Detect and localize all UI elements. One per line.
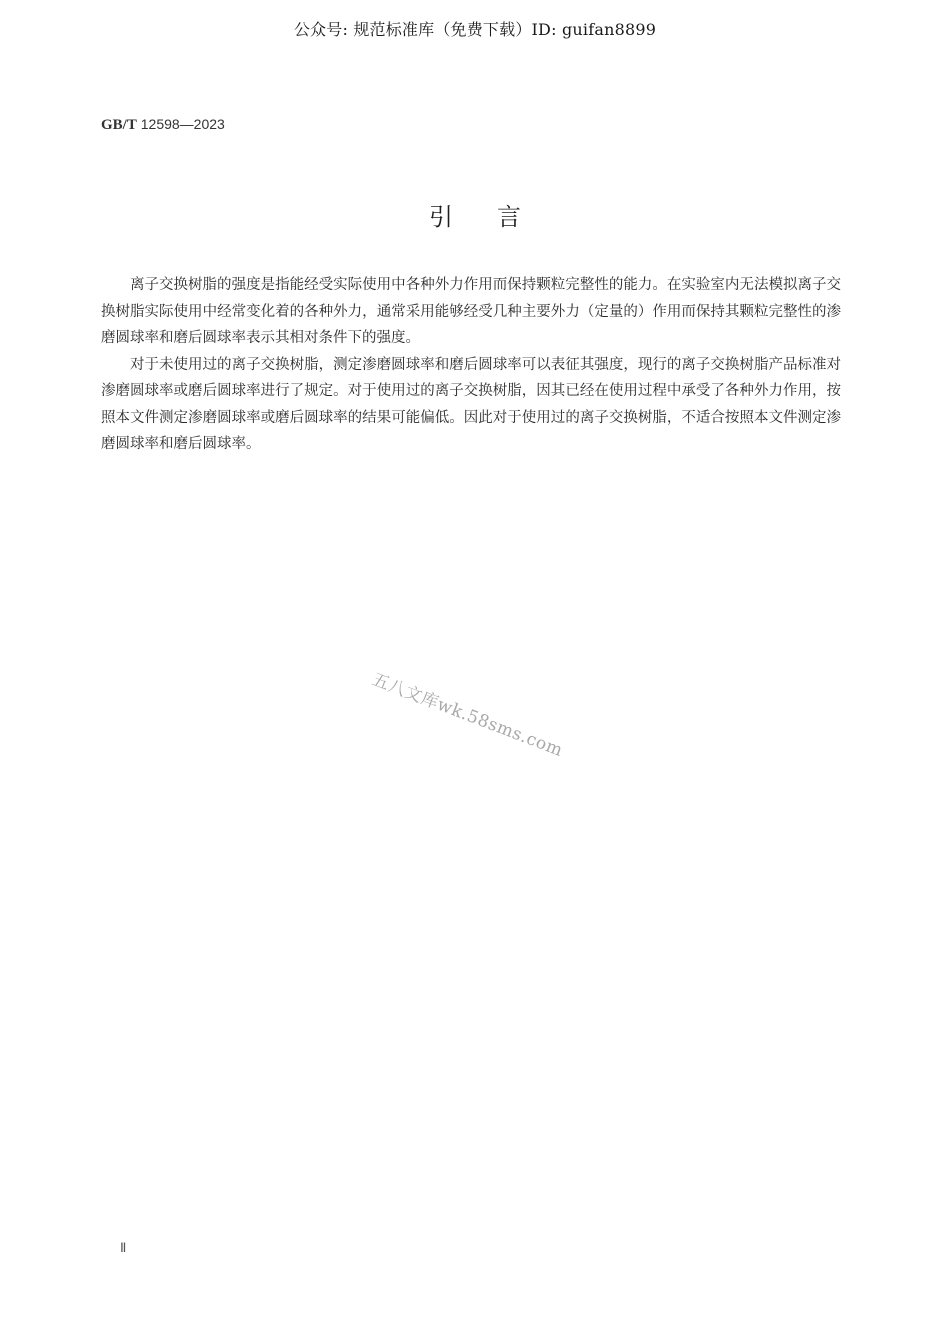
standard-prefix: GB/T [101, 117, 137, 133]
watermark: 五八文库wk.58sms.com [369, 669, 566, 761]
page-number: Ⅱ [120, 1240, 127, 1255]
section-title: 引言 [429, 203, 565, 231]
download-banner: 公众号: 规范标准库（免费下载）ID: guifan8899 [293, 20, 657, 39]
body-text [101, 272, 841, 458]
paragraph-2: 对于未使用过的离子交换树脂，测定渗磨圆球率和磨后圆球率可以表征其强度，现行的离子交换树脂产品标准对渗磨圆球率或磨后圆球率进行了规定。对于使用过的离子交换树脂，因其已经在使用过程中承受了各种外力作用，按照本文件测定渗磨圆球率或磨后圆球率的结果可能偏低。因此对于使用过的离子交换树脂，不适合按照本文件测定渗磨圆球率和磨后圆球率。 [101, 356, 841, 452]
paragraph-1: 离子交换树脂的强度是指能经受实际使用中各种外力作用而保持颗粒完整性的能力。在实验室内无法模拟离子交换树脂实际使用中经常变化着的各种外力，通常采用能够经受几种主要外力（定量的）作用而保持其颗粒完整性的渗磨圆球率和磨后圆球率表示其相对条件下的强度。 [101, 277, 841, 346]
standard-code: 12598—2023 [140, 116, 225, 132]
standard-number [101, 116, 225, 134]
